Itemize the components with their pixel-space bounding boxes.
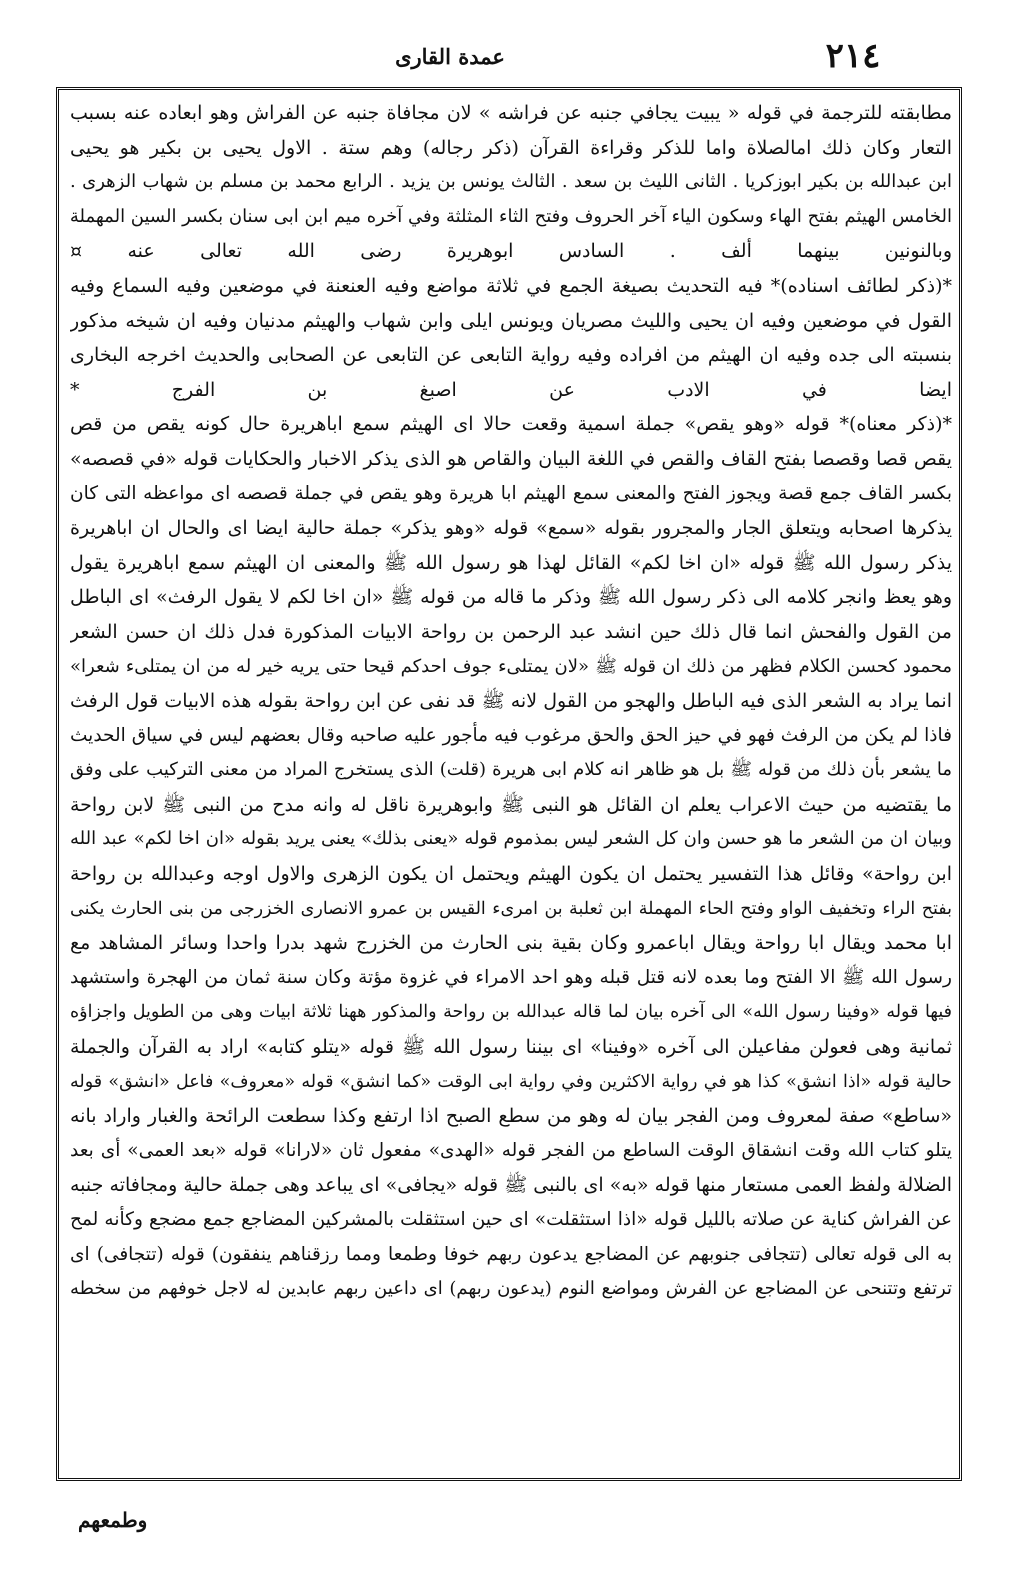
text-line: ما يقتضيه من حيث الاعراب يعلم ان القائل هو النبى ﷺ وابوهريرة ناقل له وانه مدح من النبى ﷺ لابن رواحة [70,793,952,816]
text-line: فيها قوله «وفينا رسول الله» الى آخره بيان لما قاله عبدالله بن رواحة والمذكور ههنا ثلاثة ابيات وهى من الطويل واجزاؤه [70,1002,952,1023]
text-line: رسول الله ﷺ الا الفتح وما بعده لانه قتل قبله وهو احد الامراء في غزوة مؤتة وكان سنة ثمان من الهجرة واستشهد [70,966,952,988]
page-header [0,0,1027,88]
text-line: وهو يعظ وانجر كلامه الى ذكر رسول الله ﷺ وذكر ما قاله من قوله ﷺ «ان اخا لكم لا يقول الرفث» اى الباطل [70,586,952,609]
footer-catchword: وطمعهم [78,1508,148,1532]
text-line: فاذا لم يكن من الرفث فهو في حيز الحق والحق مرغوب فيه مأجور عليه صاحبه وقال بعضهم ليس في سياق الحديث [70,724,952,746]
text-line: ابا محمد ويقال ابا رواحة ويقال اباعمرو وكان بقية بنى الحارث من الخزرج شهد بدرا واحدا وسائر المشاهد مع [70,932,952,955]
text-line: حالية قوله «اذا انشق» كذا هو في رواية الاكثرين وفي رواية ابى الوقت «كما انشق» قوله «معروف» فاعل «انشق» قوله [70,1071,952,1092]
text-line: وبالنونين بينهما ألف . السادس ابوهريرة رضى الله تعالى عنه ¤ [70,240,952,263]
text-line: يذكرها اصحابه ويتعلق الجار والمجرور بقوله «سمع» قوله «وهو يذكر» جملة حالية ايضا اى والحال ان اباهريرة [70,517,952,540]
text-line: من القول والفحش انما قال ذلك حين انشد عبد الرحمن بن رواحة الابيات المذكورة فدل ذلك ان حسن الشعر [70,620,952,643]
page-number: ٢١٤ [825,36,881,76]
text-line: بفتح الراء وتخفيف الواو وفتح الحاء المهملة ابن ثعلبة بن امرىء القيس بن عمرو الانصارى الخزرجى من بنى الحارث يكنى [70,898,952,919]
text-line: بنسبته الى جده وفيه ان الهيثم من افراده وفيه رواية التابعى عن التابعى عن الصحابى والحديث اخرجه البخارى [70,344,952,367]
text-line: يذكر رسول الله ﷺ قوله «ان اخا لكم» القائل لهذا هو رسول الله ﷺ والمعنى ان الهيثم سمع اباهريرة يقول [70,551,952,574]
text-line: وبيان ان من الشعر ما هو حسن وان كل الشعر ليس بمذموم قوله «يعنى بذلك» يعنى يريد بقوله «ان اخا لكم» عبد الله [70,828,952,850]
body-text [70,96,952,1478]
text-line: الضلالة ولفظ العمى مستعار منها قوله «به» اى بالنبى ﷺ قوله «يجافى» اى يباعد وهى جملة حالية ومجافاته جنبه [70,1174,952,1197]
running-title: عمدة القاری [395,44,505,69]
text-line: يتلو كتاب الله وقت انشقاق الوقت الساطع من الفجر قوله «الهدى» مفعول ثان «لارانا» قوله «بعد العمى» أى بعد [70,1139,952,1161]
text-line: الخامس الهيثم بفتح الهاء وسكون الياء آخر الحروف وفتح الثاء المثلثة وفي آخره ميم ابن ابى سنان بكسر السين المهملة [70,205,952,227]
text-line: انما يراد به الشعر الذى فيه الباطل والهجو من القول لانه ﷺ قد نفى عن ابن رواحة بقوله هذه الابيات قول الرفث [70,690,952,713]
text-line: ابن عبدالله بن بكير ابوزكريا . الثانى الليث بن سعد . الثالث يونس بن يزيد . الرابع محمد بن مسلم بن شهاب الزهرى . [70,171,952,193]
text-line: ايضا في الادب عن اصبغ بن الفرج * [70,378,952,401]
text-line: عن الفراش كناية عن صلاته بالليل قوله «اذا استثقلت» اى حين استثقلت بالمشركين المضاجع جمع مضجع وكأنه لمح [70,1209,952,1230]
text-line: ابن رواحة» وقائل هذا التفسير يحتمل ان يكون الهيثم ويحتمل ان يكون الزهرى والاول اوجه وعبدالله بن رواحة [70,863,952,886]
text-line: به الى قوله تعالى (تتجافى جنوبهم عن المضاجع يدعون ربهم خوفا وطمعا ومما رزقناهم ينفقون) قوله (تتجافى) اى [70,1243,952,1265]
text-line: ما يشعر بأن ذلك من قوله ﷺ بل هو ظاهر انه كلام ابى هريرة (قلت) الذى يستخرج المراد من معنى التركيب على وفق [70,759,952,781]
text-line: *(ذكر لطائف اسناده)* فيه التحديث بصيغة الجمع في ثلاثة مواضع وفيه العنعنة في موضعين وفيه السماع وفيه [70,274,952,297]
text-line: مطابقته للترجمة في قوله « يبيت يجافي جنبه عن فراشه » لان مجافاة جنبه عن الفراش وهو ابعاده عنه بسبب [70,102,952,124]
text-line: ترتفع وتتنحى عن المضاجع عن الفرش ومواضع النوم (يدعون ربهم) اى داعين ربهم عابدين له لاجل خوفهم من سخطه [70,1278,952,1300]
text-line: يقص قصا وقصصا بفتح القاف والقص في اللغة البيان والقاص هو الذى يذكر الاخبار والحكايات قوله «في قصصه» [70,447,952,470]
text-line: «ساطع» صفة لمعروف ومن الفجر بيان له وهو من سطع الصبح اذا ارتفع وكذا سطعت الرائحة والغبار واراد بانه [70,1105,952,1128]
text-line: محمود كحسن الكلام فظهر من ذلك ان قوله ﷺ «لان يمتلىء جوف احدكم قيحا حتى يريه خير له من ان يمتلىء شعرا» [70,655,952,677]
text-line: بكسر القاف جمع قصة ويجوز الفتح والمعنى سمع الهيثم ابا هريرة وهو يقص في جملة قصصه اى مواعظه التى كان [70,482,952,504]
text-line: التعار وكان ذلك امالصلاة واما للذكر وقراءة القرآن (ذكر رجاله) وهم ستة . الاول يحيى بن بكير هو يحيى [70,136,952,159]
text-line: القول في موضعين وفيه ان يحيى والليث مصريان ويونس ايلى وابن شهاب والهيثم مدنيان وفيه ان شيخه مذكور [70,309,952,332]
text-line: *(ذكر معناه)* قوله «وهو يقص» جملة اسمية وقعت حالا اى الهيثم سمع اباهريرة حال كونه يقص من قص [70,413,952,436]
text-line: ثمانية وهى فعولن مفاعيلن الى آخره «وفينا» اى بيننا رسول الله ﷺ قوله «يتلو كتابه» اراد به القرآن والجملة [70,1036,952,1059]
